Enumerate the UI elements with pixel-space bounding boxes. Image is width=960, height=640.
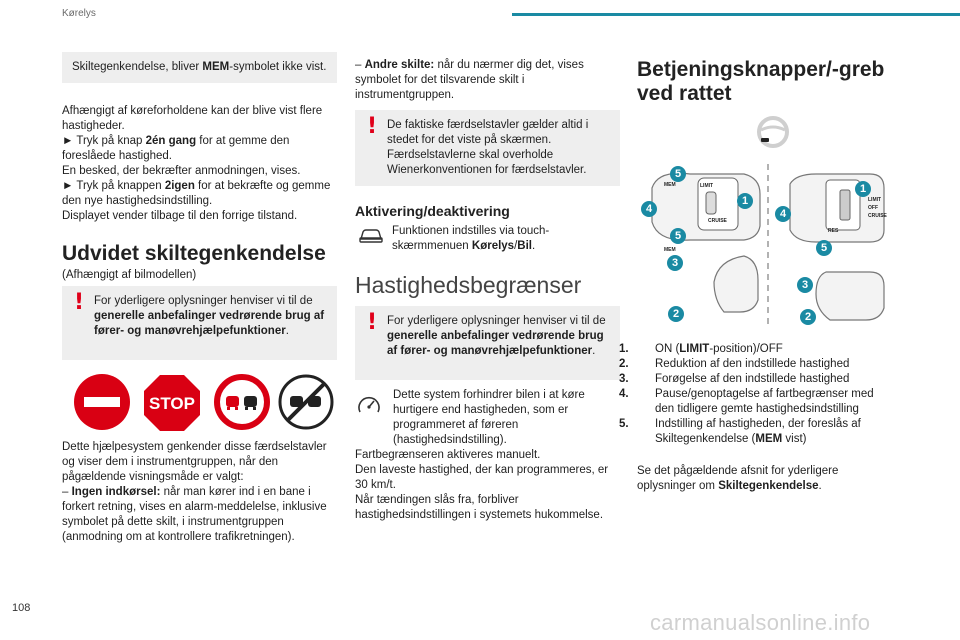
paragraph: Displayet vender tilbage til den forrige tilstand. [62,210,298,222]
stalk-label-mem: MEM [664,182,676,188]
heading-activation: Aktivering/deaktivering [355,203,510,219]
stalk-label-cruise: CRUISE [708,218,727,224]
step-1: ► Tryk på knap 2én gang for at gemme den foreslåede hastighed. [62,135,290,162]
car-settings-icon [358,226,384,246]
callout-1: 1 [737,193,753,209]
bullet-other-signs: – Andre skilte: når du nærmer dig det, vises symbolet for det tilsvarende skilt i instrumentgruppen. [355,59,584,101]
warning-box: ! For yderligere oplysninger henviser vi til de generelle anbefalinger vedrørende brug af fører- og manøvrehjælpefunktioner. [62,286,337,360]
end-no-overtaking-sign-icon [278,374,334,430]
list-item: 2. Reduktion af den indstillede hastighed [619,358,850,370]
controls-list [619,342,892,447]
no-entry-sign-icon [74,374,130,430]
steering-controls-illustration [640,160,890,330]
stalk-label-cruise-right: CRUISE [868,213,887,219]
see-also: Se det pågældende afsnit for yderligere oplysninger om Skiltegenkendelse. [637,465,839,492]
bullet-no-entry: – Ingen indkørsel: når man kører ind i en bane i forkert retning, vises en alarm-meddelelse, inklusive symbolet på dette skilt, i instrumentgruppen (anmodning om at kontrollere trafikretningen). [62,486,327,543]
heading-speed-limiter: Hastighedsbegrænser [355,272,582,298]
stalk-label-limit: LIMIT [700,183,714,189]
list-item: 1. ON (LIMIT-position)/OFF [619,343,783,355]
stop-sign-icon [143,374,201,432]
page-number: 108 [12,602,31,614]
list-item: 5. Indstilling af hastigheden, der foreslås af Skiltegenkendelse (MEM vist) [619,418,861,445]
warning-box: ! For yderligere oplysninger henviser vi til de generelle anbefalinger vedrørende brug af fører- og manøvrehjælpefunktioner. [355,306,620,380]
stalk-label-limit-right: LIMIT [868,197,882,203]
svg-text:STOP: STOP [149,394,195,413]
callout-4: 4 [775,206,791,222]
warning-box: ! De faktiske færdselstavler gælder altid i stedet for det viste på skærmen. Færdselstavlerne skal overholde Wienerkonventionen for færdselstavler. [355,110,620,186]
warning-icon: ! [367,114,378,139]
section-heading: Betjeningsknapper/-greb ved rattet [637,58,885,105]
callout-3: 3 [797,277,813,293]
limiter-description: Dette system forhindrer bilen i at køre hurtigere end hastigheden, som er programmeret af føreren (hastighedsindstilling). Fartbegrænseren aktiveres manuelt. Den laveste hastighed, der kan programmeres, er 30 km/t. Når tændingen slås fra, forbliver hastighedsindstillingen i systemets hukommelse. [355,389,609,521]
section-title: Kørelys [62,8,96,19]
stalk-label-res: RES [828,228,839,234]
callout-2: 2 [800,309,816,325]
header-accent-bar [512,13,960,16]
paragraph: Afhængigt af køreforholdene kan der blive vist flere hastigheder. [62,105,323,132]
stalk-label-mem-lower: MEM [664,247,676,253]
instructions-block [62,104,337,224]
callout-3: 3 [667,255,683,271]
warning-icon: ! [367,310,378,335]
list-item: 3. Forøgelse af den indstillede hastighed [619,373,850,385]
watermark: carmanualsonline.info [650,610,871,635]
step-2: ► Tryk på knappen 2igen for at bekræfte og gemme den nye hastighedsindstilling. [62,180,331,207]
list-item: 4. Pause/genoptagelse af fartbegrænser med den tidligere gemte hastighedsindstilling [619,388,874,415]
paragraph: En besked, der bekræfter anmodningen, vises. [62,165,301,177]
stalk-label-off: OFF [868,205,878,211]
activation-text: Funktionen indstilles via touch-skærmmenuen Kørelys/Bil. [392,225,550,252]
callout-5: 5 [816,240,832,256]
no-overtaking-sign-icon [214,374,270,430]
subnote: (Afhængigt af bilmodellen) [62,269,197,281]
warning-icon: ! [74,290,85,315]
callout-5: 5 [670,228,686,244]
info-box-mem: Skiltegenkendelse, bliver MEM-symbolet ikke vist. [62,52,337,83]
callout-1: 1 [855,181,871,197]
steering-wheel-icon [757,116,789,148]
section-heading: Udvidet skiltegenkendelse [62,242,326,265]
callout-2: 2 [668,306,684,322]
callout-5: 5 [670,166,686,182]
callout-4: 4 [641,201,657,217]
signs-description: Dette hjælpesystem genkender disse færdselstavler og viser dem i instrumentgruppen, når den pågældende visningsmåde er valgt: – Ingen indkørsel: når man kører ind i en bane i forkert retning, vises en alarm-meddelelse, inklusive symbolet på dette skilt, i instrumentgruppen (anmodning om at kontrollere trafikretningen). [62,440,337,545]
